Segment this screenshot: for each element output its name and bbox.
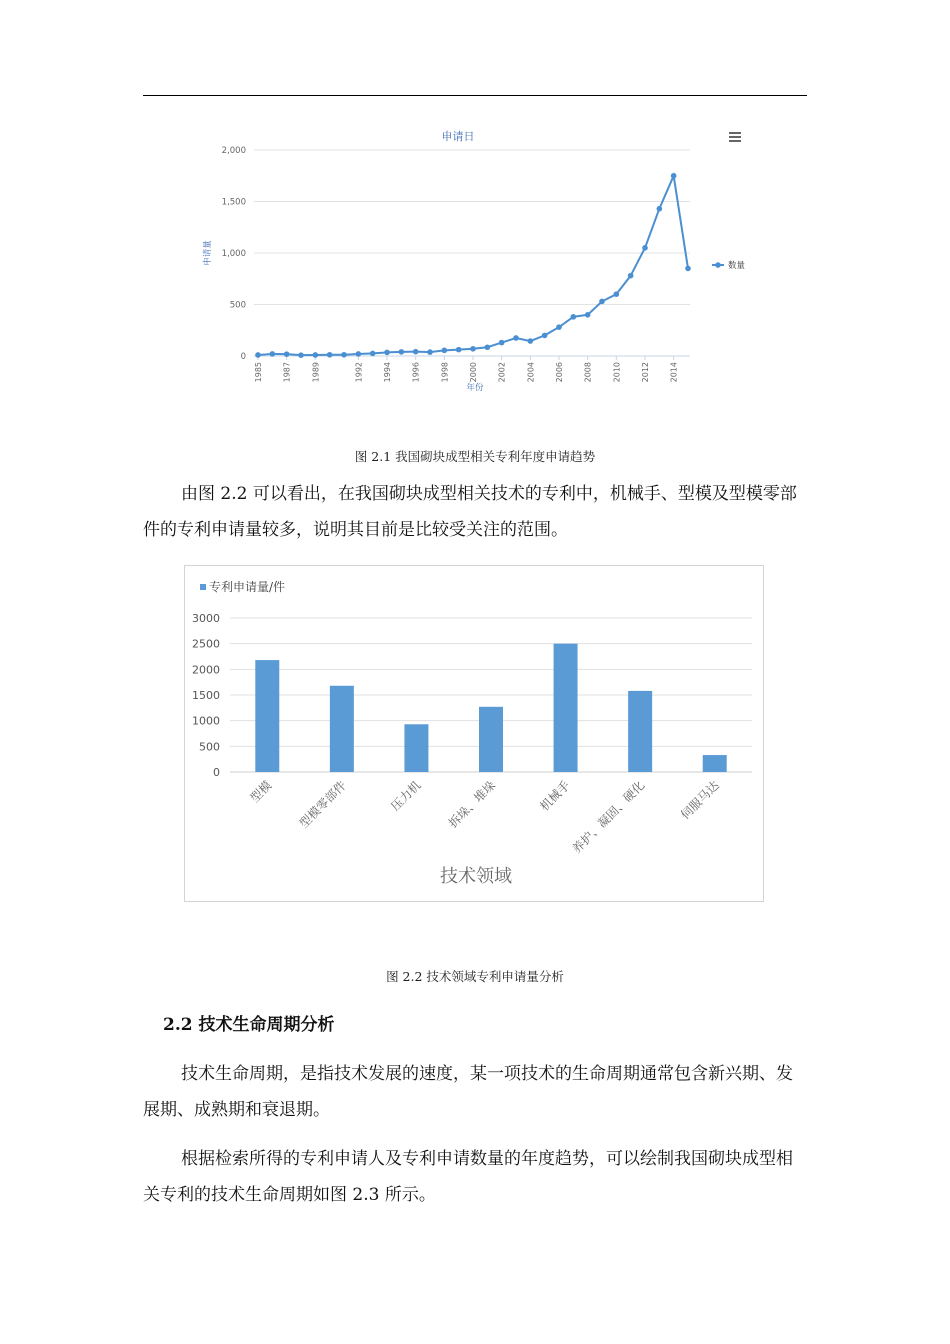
- x-tick-label: 2014: [669, 362, 679, 383]
- data-point: [270, 351, 276, 357]
- x-tick-label: 2002: [497, 362, 507, 383]
- category-label: 伺服马达: [677, 778, 722, 823]
- data-point: [413, 349, 419, 355]
- data-point: [499, 340, 505, 346]
- line-chart-application-trend: [196, 120, 756, 410]
- y-tick-label: 2000: [192, 663, 220, 677]
- paragraph-2: 技术生命周期，是指技术发展的速度，某一项技术的生命周期通常包含新兴期、发展期、成熟期和衰退期。: [143, 1064, 793, 1120]
- data-point: [642, 245, 648, 251]
- y-axis-label: 申请量: [203, 240, 213, 266]
- legend-marker: [715, 262, 721, 268]
- y-tick-label: 500: [199, 740, 220, 754]
- category-label: 机械手: [537, 778, 573, 814]
- data-point: [542, 333, 548, 339]
- bar: [628, 691, 652, 772]
- category-label: 养护、凝固、硬化: [569, 778, 648, 857]
- data-point: [685, 266, 691, 272]
- data-point: [298, 352, 304, 358]
- x-tick-label: 2006: [555, 362, 564, 383]
- data-point: [442, 348, 448, 354]
- bar: [404, 724, 428, 772]
- x-axis-label: 年份: [466, 383, 484, 393]
- y-tick-label: 500: [229, 300, 246, 311]
- data-point: [327, 352, 333, 358]
- bar: [703, 755, 727, 772]
- data-point: [456, 347, 462, 353]
- y-tick-label: 0: [213, 766, 220, 779]
- data-point: [556, 324, 562, 330]
- y-tick-label: 1500: [192, 689, 220, 702]
- x-tick-label: 1994: [383, 362, 392, 383]
- bar-chart-frame: [184, 565, 764, 902]
- data-point: [513, 335, 519, 341]
- category-label: 拆垛、堆垛: [445, 778, 499, 831]
- y-tick-label: 1000: [192, 714, 220, 728]
- data-point: [657, 206, 663, 212]
- y-tick-label: 2,000: [221, 146, 246, 156]
- section-heading: 2.2 技术生命周期分析: [163, 1015, 335, 1035]
- y-tick-label: 1,500: [221, 197, 246, 208]
- bar: [255, 660, 279, 772]
- legend-swatch: [200, 584, 206, 590]
- x-axis-label: 技术领域: [440, 866, 512, 887]
- data-point: [284, 351, 290, 357]
- x-tick-label: 1985: [254, 362, 263, 383]
- bar-chart-tech-fields: [185, 566, 765, 903]
- header-rule: [143, 95, 807, 96]
- x-tick-label: 1996: [411, 362, 421, 383]
- data-point: [585, 312, 591, 318]
- y-tick-label: 1,000: [221, 249, 246, 259]
- data-point: [599, 299, 605, 305]
- series-line-count: [258, 176, 688, 355]
- x-tick-label: 1987: [282, 362, 292, 383]
- legend-label: 专利申请量/件: [209, 580, 286, 594]
- bar: [330, 686, 354, 772]
- bar: [479, 707, 503, 772]
- data-point: [399, 349, 405, 355]
- data-point: [313, 352, 319, 358]
- data-point: [370, 351, 376, 357]
- x-tick-label: 1992: [354, 362, 364, 383]
- data-point: [341, 352, 347, 358]
- data-point: [614, 291, 620, 297]
- data-point: [571, 314, 577, 320]
- data-point: [628, 273, 634, 279]
- data-point: [356, 351, 362, 357]
- x-tick-label: 2012: [641, 362, 650, 383]
- x-tick-label: 1989: [311, 362, 321, 383]
- category-label: 型模: [247, 778, 275, 806]
- category-label: 型模零部件: [296, 778, 349, 831]
- figure-2-caption: 图 2.2 技术领域专利申请量分析: [386, 969, 564, 984]
- paragraph-1: 由图 2.2 可以看出，在我国砌块成型相关技术的专利中，机械手、型模及型模零部件的专利申请量较多，说明其目前是比较受关注的范围。: [143, 484, 797, 540]
- data-point: [528, 338, 534, 344]
- x-tick-label: 2008: [583, 362, 593, 383]
- x-tick-label: 2000: [469, 362, 478, 383]
- y-tick-label: 2500: [192, 637, 220, 651]
- paragraph-3: 根据检索所得的专利申请人及专利申请数量的年度趋势，可以绘制我国砌块成型相关专利的技术生命周期如图 2.3 所示。: [143, 1149, 793, 1205]
- data-point: [427, 349, 433, 355]
- bar: [554, 644, 578, 772]
- data-point: [384, 350, 390, 356]
- y-tick-label: 3000: [192, 612, 220, 625]
- data-point: [671, 173, 677, 179]
- data-point: [485, 344, 491, 350]
- chart-title: 申请日: [441, 130, 475, 143]
- x-tick-label: 1998: [440, 362, 450, 383]
- data-point: [470, 346, 476, 352]
- chart-menu-icon[interactable]: [729, 132, 741, 144]
- category-label: 压力机: [388, 778, 424, 814]
- y-tick-label: 0: [240, 352, 246, 362]
- x-tick-label: 2010: [612, 362, 622, 383]
- data-point: [255, 352, 261, 358]
- legend-label: 数量: [728, 261, 746, 271]
- figure-1-caption: 图 2.1 我国砌块成型相关专利年度申请趋势: [354, 449, 596, 464]
- x-tick-label: 2004: [526, 362, 536, 383]
